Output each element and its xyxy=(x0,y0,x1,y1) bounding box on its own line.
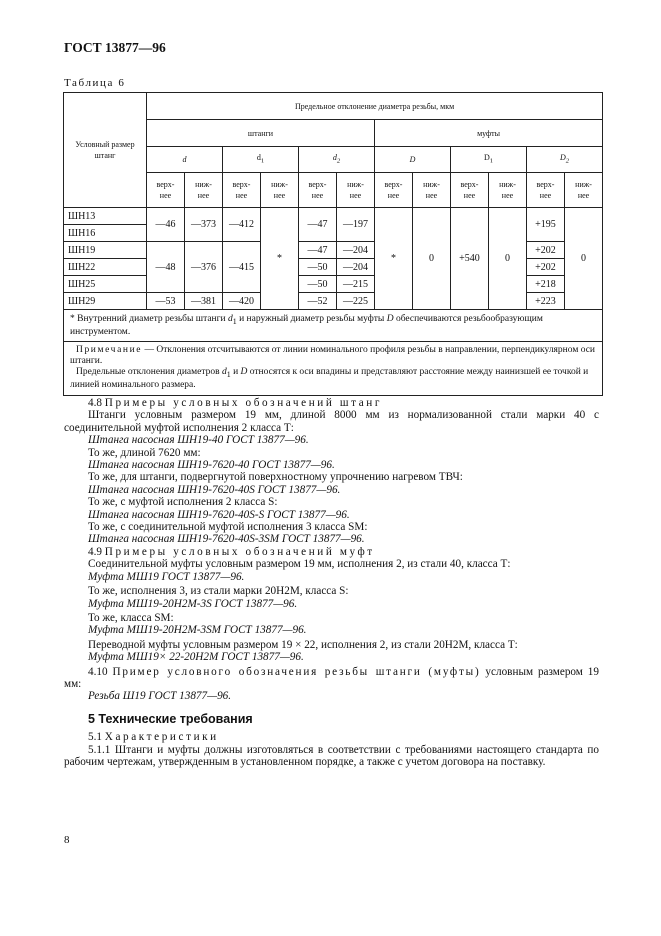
header-couplings: муфты xyxy=(375,120,603,147)
body-text xyxy=(64,397,599,768)
paragraph: Переводной муфты условным размером 19 × 22, исполнения 2, из стали 20Н2М, класса Т: xyxy=(88,638,518,651)
header-lower: ниж- нее xyxy=(337,173,375,208)
page-number: 8 xyxy=(64,834,70,846)
table-note: Примечание — Отклонения отсчитываются от линии номинального профиля резьбы в направлении, перпендикулярном оси штанги. Предельные отклонения диаметров $d_1$ и D относятся к оси впадины и представляют расстояние между наинизшей ее точкой и линией номинального размера. xyxy=(64,341,603,395)
param-D2: $D_2$ xyxy=(527,147,603,173)
paragraph: То же, с соединительной муфтой исполнения 3 класса SM: xyxy=(88,521,368,534)
param-D1: $D_1$ xyxy=(451,147,527,173)
example: Муфта МШ19 ГОСТ 13877—96. xyxy=(88,570,245,583)
paragraph: То же, класса SM: xyxy=(88,611,174,624)
cell-value: +202 xyxy=(527,259,565,276)
cell-value: —50 xyxy=(299,259,337,276)
example: Штанга насосная ШН19-7620-40S-S ГОСТ 13877—96. xyxy=(88,508,350,521)
header-upper: верх- нее xyxy=(147,173,185,208)
heading-4-9: 4.9 Примеры условных обозначений муфт xyxy=(88,545,375,558)
row-size: ШН16 xyxy=(64,225,147,242)
row-size: ШН13 xyxy=(64,208,147,225)
cell-value: +540 xyxy=(451,208,489,310)
header-lower: ниж- нее xyxy=(185,173,223,208)
cell-value: —50 xyxy=(299,276,337,293)
cell-value: —47 xyxy=(299,242,337,259)
deviation-table xyxy=(63,92,603,396)
header-rods: штанги xyxy=(147,120,375,147)
example: Муфта МШ19× 22-20Н2М ГОСТ 13877—96. xyxy=(88,651,304,664)
param-d: d xyxy=(147,147,223,173)
cell-value: —415 xyxy=(223,242,261,293)
header-lower: ниж- нее xyxy=(261,173,299,208)
header-conditional-size: Условный размер штанг xyxy=(64,93,147,208)
cell-value: +223 xyxy=(527,293,565,310)
header-upper: верх- нее xyxy=(223,173,261,208)
paragraph: То же, с муфтой исполнения 2 класса S: xyxy=(88,496,278,509)
cell-value: —376 xyxy=(185,242,223,293)
cell-value: —53 xyxy=(147,293,185,310)
cell-value: —197 xyxy=(337,208,375,242)
example: Штанга насосная ШН19-7620-40S ГОСТ 13877—96. xyxy=(88,483,341,496)
cell-value: —420 xyxy=(223,293,261,310)
heading-4-8: 4.8 Примеры условных обозначений штанг xyxy=(88,397,383,409)
paragraph: Соединительной муфты условным размером 19 мм, исполнения 2, из стали 40, класса Т: xyxy=(88,558,511,571)
cell-value: +195 xyxy=(527,208,565,242)
heading-5-1: 5.1 Характеристики xyxy=(88,731,219,744)
header-deviation: Предельное отклонение диаметра резьбы, мкм xyxy=(147,93,603,120)
header-lower: ниж- нее xyxy=(489,173,527,208)
table-footnote: * Внутренний диаметр резьбы штанги $d_1$ и наружный диаметр резьбы муфты D обеспечиваются резьбообразующим инструментом. xyxy=(64,310,603,342)
row-size: ШН22 xyxy=(64,259,147,276)
param-D: D xyxy=(375,147,451,173)
example: Штанга насосная ШН19-7620-40S-3SM ГОСТ 13877—96. xyxy=(88,533,365,546)
cell-value: —47 xyxy=(299,208,337,242)
cell-value: 0 xyxy=(489,208,527,310)
header-upper: верх- нее xyxy=(299,173,337,208)
cell-value: —225 xyxy=(337,293,375,310)
cell-value: —46 xyxy=(147,208,185,242)
cell-value: —381 xyxy=(185,293,223,310)
cell-value: —48 xyxy=(147,242,185,293)
cell-value: +202 xyxy=(527,242,565,259)
param-d2: $d_2$ xyxy=(299,147,375,173)
cell-value: —204 xyxy=(337,242,375,259)
param-d1: $d_1$ xyxy=(223,147,299,173)
section-heading: 5 Технические требования xyxy=(88,711,253,726)
table-caption: Таблица 6 xyxy=(64,77,126,89)
cell-value: * xyxy=(375,208,413,310)
cell-value: 0 xyxy=(565,208,603,310)
page-header: ГОСТ 13877—96 xyxy=(64,40,166,55)
example: Муфта МШ19-20Н2М-3S ГОСТ 13877—96. xyxy=(88,597,298,610)
header-upper: верх- нее xyxy=(451,173,489,208)
example: Штанга насосная ШН19-7620-40 ГОСТ 13877—96. xyxy=(88,459,335,472)
example: Муфта МШ19-20Н2М-3SM ГОСТ 13877—96. xyxy=(88,624,307,637)
cell-value: —373 xyxy=(185,208,223,242)
cell-value: —412 xyxy=(223,208,261,242)
heading-4-10: 4.10 Пример условного обозначения резьбы штанги (муфты) условным размером 19 мм: xyxy=(64,665,599,690)
row-size: ШН29 xyxy=(64,293,147,310)
cell-value: +218 xyxy=(527,276,565,293)
header-lower: ниж- нее xyxy=(413,173,451,208)
paragraph: То же, длиной 7620 мм: xyxy=(88,446,201,459)
header-upper: верх- нее xyxy=(527,173,565,208)
cell-value: * xyxy=(261,208,299,310)
cell-value: —52 xyxy=(299,293,337,310)
example: Резьба Ш19 ГОСТ 13877—96. xyxy=(88,690,232,703)
paragraph: То же, для штанги, подвергнутой поверхностному упрочнению нагревом ТВЧ: xyxy=(88,471,463,484)
example: Штанга насосная ШН19-40 ГОСТ 13877—96. xyxy=(88,434,309,447)
header-upper: верх- нее xyxy=(375,173,413,208)
cell-value: —215 xyxy=(337,276,375,293)
paragraph: Штанги условным размером 19 мм, длиной 8000 мм из нормализованной стали марки 40 с соединительной муфтой исполнения 2 класса Т: xyxy=(64,409,599,434)
paragraph: 5.1.1 Штанги и муфты должны изготовляться в соответствии с требованиями настоящего стандарта по рабочим чертежам, утвержденным в установленном порядке, а также с учетом договора на поставку. xyxy=(64,743,599,768)
cell-value: —204 xyxy=(337,259,375,276)
row-size: ШН25 xyxy=(64,276,147,293)
row-size: ШН19 xyxy=(64,242,147,259)
paragraph: То же, исполнения 3, из стали марки 20Н2М, класса S: xyxy=(88,585,349,598)
header-lower: ниж- нее xyxy=(565,173,603,208)
cell-value: 0 xyxy=(413,208,451,310)
